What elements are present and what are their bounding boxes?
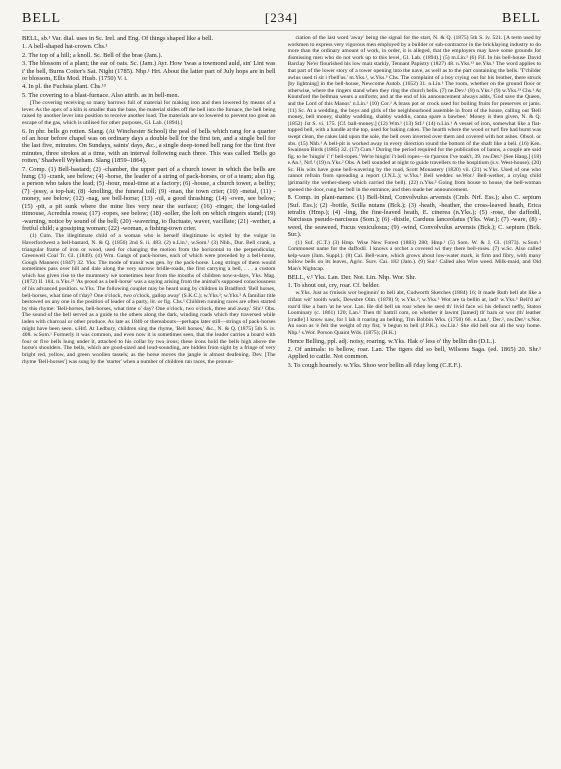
dictionary-paragraph: 3. To cough hoarsely. w.Yks. Shoo wor bellin all t'day long (C.E.F.).	[287, 361, 462, 369]
page-number: [234]	[264, 10, 299, 25]
dictionary-paragraph: (1) Suf. (C.T.) (3) Hmp. Wise New Forest (1883) 280; Hmp.¹ (5) Som. W. & J. Gl. (1873). w.Som.¹ Commonest name for the daffodil. I knows a orchet a covered wi they there bell-roses. (7) w.Sc. Also called kelp-ware (Jam. Suppl.). (8) Cai. Bell-ware, which grows about low-water mark, is firm and fibry, with many hollow bells on its leaves, Agric. Surv. Cai. 182 (Jam.). (9) Sur.¹ Called also Wire weed. Milk-maid, and Old Man's Nightcap.	[287, 239, 541, 273]
dictionary-paragraph: 7. Comp. (1) Bell-bastard; (2) -chamber, the upper part of a church tower in which the bells are hung; (3) -crank, see below; (4) -horse, the leader of a string of pack-horses, or of a team; also fig. a person who takes the lead; (5) -hour, meal-time at a factory; (6) -house, a church tower, a belfry; (7) -jessy, a top-hat; (8) -knolling, the funeral toll; (9) -man, the town crier; (10) -metal, (11) -money, see below; (12) -nag, see bell-horse; (13) -oil, a good thrashing; (14) -oven, see below; (15) -pit, a pit sunk where the mine lies very near the surface; (16) -ringer, the long-tailed titmouse, Acredula rosea; (17) -ropes, see below; (18) -soller, the loft on which ringers stand; (19) -warning, notice by sound of the bell; (20) -wavering, to fluctuate, waver, vacillate; (21) -wether, a fretful child; a gossiping woman; (22) -woman, a fishing-town crier.	[22, 165, 276, 232]
header-right-word: BELL	[501, 11, 541, 26]
dictionary-paragraph: BELL, sb.¹ Var. dial. uses in Sc. Irel. and Eng. Of things shaped like a bell.	[22, 35, 214, 42]
left-column	[22, 35, 276, 767]
dictionary-paragraph: 6. In phr. bells go rotten. Slang. (At Winchester School) the peal of bells which rang for a quarter of an hour before chapel was on ordinary days a double bell for the first ten, and a single bell for the last five, minutes. On Sundays, saints' days, &c., a single deep-toned bell rang for the first five minutes, three strokes at a time, with an interval following each three. This was called 'Bells go rotten,' Shadwell Wykeham. Slang (1859–1864).	[22, 127, 276, 165]
dictionary-paragraph: 3. The blossom of a plant; the ear of oats. Sc. (Jam.) Ayr. How 'twas a towmond auld, sin' Lint was i' the bell, Burns Cotter's Sat. Night (1785). Nhp.¹ Hrt. About the latter part of July hops are in bell or blossom, Ellis Mod. Husb. (1750) V. i.	[22, 60, 276, 83]
header-left-word: BELL	[22, 11, 61, 26]
dictionary-paragraph: 1. To shout out, cry, roar. Cf. belder.	[287, 282, 380, 290]
dictionary-paragraph: 8. Comp. in plant-names: (1) Bell-bind, Convolvulus arvensis (Cmb. Nrf. Ess.); also C. sepium (Suf. Ess.); (2) -bottle, Scilla nutans (Bck.); (3) -heath, -heather, the cross-leaved heath, Erica tetralix (Hmp.); (4) -ling, the fine-leaved heath, E. cinerea (n.Yks.); (5) -rose, the daffodil, Narcissus pseudo-narcissus (Som.); (6) -thistle, Carduus lanceolatus (Yks. War.); (7) -ware, (8) -weed, the seaweed, Fucus vesiculosus; (9) -wind, Convolvulus arvensis (Bck.); C. sepium (Bck. Sur.).	[287, 194, 541, 239]
two-column-body	[22, 35, 541, 767]
dictionary-paragraph: 2. The top of a hill; a knoll. Sc. Bell of the brae (Jam.).	[22, 51, 163, 59]
dictionary-paragraph: (1) Cum. The illegitimate child of a woman who is herself illegitimate is styled by the vulgar in Haverfordwest a bell-bastard, N. & Q. (1856) 2nd S. ii. 483. (2) n.Lin.¹, w.Som.¹ (3) Nhb., Dur. Bell crank, a triangular frame of iron or wood, used for changing the motion from the horizontal to the perpendicular, Greenwell Coal Tr. Gl. (1849). (4) Wm. Gangs of pack-horses, each of which were preceded by a bell-horse, Gough Manners (1847) 32. Yks. The mode of transit was gen. by the pack-horse. Long strings of them would sometimes pass over hill and dale along the very narrow bridle-roads, the first carrying a bell, . . . a custom which has given rise to the mummery we sometimes hear from the mouths of children now-a-days, Yks. Mag. (1872) II. 184. n.Yks.²³ 'As proud as a bell-horse' was a saying arising from the animal's supposed consciousness of his advanced position. w.Yks. The following couplet may be heard sung by children in Bradford: 'Bell horses, bell-horses, what time of t'day? One o'clock, two o'clock, gallop away' (S.K.C.); w.Yks.²; w.Yks.⁵ A familiar title bestowed on any one in the position of leader of a party, lit. or fig. Chs.¹ Children running races are often started by this rhyme: 'Bell-horses, bell-horses, what time o' day? One o'clock, two o'clock, three and away.' Shr.¹ Obs. The sound of the bell served as a guide to the others along the dark, winding roads which they traversed while laden with charcoal or other produce. As late as 1840 or thereabouts—perhaps later still—strings of pack-horses might have been seen. s.Hrf. At Ledbury, children sing the rhyme, 'Bell horses,' &c., N. & Q. (1875) 5th S. iv. 408. w.Som.¹ Formerly it was common, and even now it is sometimes seen, that the leader carries a board with four or five bells hung under it, attached to his collar by two irons; these irons hold the bells high above the horse's shoulders. The bells, which are good-sized and loud-sounding, are hidden from sight by a fringe of very bright red, yellow, and green woollen tassels; as the horse moves the jangle is almost deafening. Dev. [The rhyme 'Bell-horses'] was sung by the 'starter' when a number of children ran races, the pronun-	[22, 233, 276, 365]
dictionary-paragraph: w.Yks. Just as t'missis wor beginnin' to bell abt, Cudworth Sketches (1884) 16; It made Ruth bell abt like a clifant wit' tooith wark, Dewsbre Olm. (1878) 9; w.Yks.³; w.Yks.⁵ Wot are ta bellin at, lad? w.Yks.⁵ Bell'd an' roar'd like a barn 'at he wor. Lan. He did bell un roar when he seed th' livid face wi his defunct neffy, Staton Loominary (c. 1861) 120; Lan.¹ Then th' battril com, on whether it lawmt [lamed] th' barn or wur (th' leather [cradle] I know naw, for I lah it roaring an belling, Tim Bobbin Wks. (1750) 66. e.Lan.¹, Der.², nw.Der.¹ s.Not. An soon as 'e felt the weight of my fist, 'e begun to bell (J.P.K.). sw.Lin.¹ She did bell out all the way home. Nhp.² s.Wor. Porson Quaint Wds. (1875); (H.K.)	[287, 290, 541, 337]
dictionary-paragraph: ciation of the last word 'away' being the signal for the start, N. & Q. (1875) 5th S. iv. 521. [A term used by workmen to express very vigorous men employed by a builder or sub-contractor in the bricklaying industry to do more than the ordinary amount of work, in order, it is alleged, that the employers may have some grounds for dismissing men who do not work up to this level, Gl. Lab. (1894).] (5) m.Lin.¹ (6) Fif. In his bell-house David Barclay Ne'er flourished his low mait starkly, Tennant Papistry (1827) 48. n.Yks.¹² ne.Yks.¹ The word applies to that part of the lower story of a tower opening into the nave, as well as to the part containing the bells. 'T'childer awlus used ti sit i t'bell'us.' m.Yks.¹, w.Yks.⁵ Chs. The complaint of a boy crying out for his brother, there struck [by lightning] in the bell-house, Newcome Autob. (1652) 31. n.Lin.¹ The room, whether on the ground floor or otherwise, where the ringers stand when they ring the church bells. (7) ne.Dev.¹ (8) n.Yks.² (9) w.Yks.²³ Chs.¹ At Knutsford the bellman wears a uniform; and at the end of his announcement always adds, 'God save the Queen, and the Lord of this Manor.' n.Lin.¹ (10) Cor.² A brass pot or crock used for boiling fruits for preserves or jams. (11) Sc. At a wedding, the boys and girls of the neighbourhood assemble in front of the house, calling out 'Bell money, bell money, shabby wadding, shabby waddin, canna spare a bawbee.' Money is then given, N. & Q. (1852) 1st S. vi. 175. [Cf. ball-money.] (12) Wm.¹ (13) Stf.² (14) n.Lin.¹ A vessel of iron, somewhat like a flat-topped bell, with a handle at the top, used for baking cakes. The hearth where the wood or turf fire had burnt was swept clean, the cakes laid upon the sole, the bell oven inverted over them and covered with hot ashes. Obsol. or obs. (15) Nhb.¹ A bell-pit is worked away in every direction round the bottom of the shaft like a bell. (16) Ken. Swainson Birds (1885) 32. (17) Cum.² During the period required for the publication of banns, a couple are said fig. to be 'hingin' i' t' bell-ropes.' We're hingin' i't bell ropes—to t'parson I've toak't, 39. nw.Der.¹ [See Hang.] (18) e.An.¹, Nrf.¹ (19) n.Yks.² Obs. A bell sounded at night to guide travellers to the hospitium (s.v. West-house). (20) Sc. His wits have gone bell-wavering by the road, Scott Monastery (1820) vii. (21) w.Yks. Used of one who cannot refrain from spreading a report (J.N.L.); w.Yks.¹ Bell wedder. se.Wor.¹ Bell-wether, a crying child (primarily the wether-sheep which carried the bell). (22) n.Yks.² Going from house to house, the bell-woman opened the door, rung her bell in the entrance, and then made her announcement.	[287, 35, 541, 193]
dictionary-paragraph: 1. A bell-shaped hat-crown. Chs.¹	[22, 43, 108, 51]
dictionary-paragraph: [The covering receiving so many barrows full of material for making iron and then lowered by means of a lever. As the apex of a kiln is smaller than the base, the material slides off the bell into the furnace, the bell being raised by another lever into position to receive another load. The materials are so lowered to prevent too great an escape of the gas, which is utilised for other purposes, Gl. Lab. (1894).]	[22, 100, 276, 127]
page-header	[22, 10, 541, 31]
dictionary-paragraph: 4. In pl. the Fuchsia plant. Chs.¹³	[22, 83, 106, 91]
right-column	[288, 35, 542, 767]
dictionary-paragraph: BELL, v.¹ Yks. Lan. Der. Not. Lin. Nhp. Wor. Shr.	[287, 273, 417, 281]
dictionary-paragraph: Hence Belling, ppl. adj. noisy, roaring. w.Yks. Hak o' less o' thy bellin din (D.L.).	[287, 337, 496, 345]
dictionary-paragraph: 2. Of animals: to bellow, roar. Lan. The tigers did so bell, Wilsons Saga. (ed. 1865) 20. Shr.¹ Applied to cattle. Not common.	[287, 346, 541, 361]
dictionary-paragraph: 5. The covering to a blast-furnace. Also attrib. as in bell-men.	[22, 91, 180, 99]
